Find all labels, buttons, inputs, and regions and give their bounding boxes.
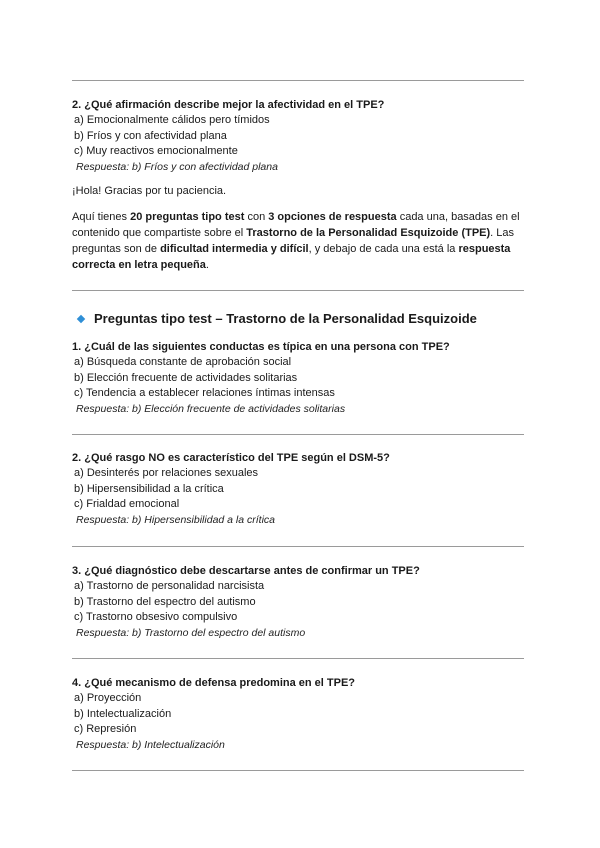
divider	[72, 658, 524, 659]
greeting-text: ¡Hola! Gracias por tu paciencia.	[72, 185, 227, 197]
question-answer: Respuesta: b) Fríos y con afectividad plana	[76, 160, 278, 173]
question-option: c) Represión	[74, 723, 137, 735]
section-heading: Preguntas tipo test – Trastorno de la Personalidad Esquizoide	[72, 310, 524, 328]
question-block	[72, 563, 532, 641]
question-option: b) Intelectualización	[74, 707, 172, 720]
question-option: b) Fríos y con afectividad plana	[74, 129, 227, 142]
question-option: a) Desinterés por relaciones sexuales	[74, 467, 259, 479]
question-option: c) Tendencia a establecer relaciones íntimas intensas	[74, 387, 335, 399]
divider	[72, 770, 524, 771]
question-block	[72, 97, 532, 175]
question-block	[72, 339, 532, 417]
diamond-bullet-icon	[77, 314, 85, 322]
question-option: a) Trastorno de personalidad narcisista	[74, 580, 265, 592]
question-title: 3. ¿Qué diagnóstico debe descartarse antes de confirmar un TPE?	[72, 565, 420, 577]
divider	[72, 434, 524, 435]
question-answer: Respuesta: b) Hipersensibilidad a la crítica	[76, 513, 276, 526]
question-title: 2. ¿Qué rasgo NO es característico del TPE según el DSM-5?	[72, 452, 390, 464]
question-option: b) Hipersensibilidad a la crítica	[74, 482, 224, 495]
intro-paragraph: Aquí tienes 20 preguntas tipo test con 3 opciones de respuesta cada una, basadas en el contenido que compartiste sobre el Trastorno de la Personalidad Esquizoide (TPE). Las preguntas son de dificultad intermedia y difícil, y debajo de cada una está la respuesta correcta en letra pequeña.	[72, 211, 520, 271]
question-title: 1. ¿Cuál de las siguientes conductas es típica en una persona con TPE?	[72, 341, 450, 353]
question-answer: Respuesta: b) Elección frecuente de actividades solitarias	[76, 402, 346, 415]
question-block	[72, 675, 532, 753]
question-title: 4. ¿Qué mecanismo de defensa predomina en el TPE?	[72, 677, 356, 689]
question-answer: Respuesta: b) Intelectualización	[76, 738, 225, 751]
question-option: b) Elección frecuente de actividades solitarias	[74, 371, 298, 384]
question-option: a) Proyección	[74, 692, 142, 704]
divider	[72, 290, 524, 291]
question-option: c) Muy reactivos emocionalmente	[74, 145, 238, 157]
divider	[72, 80, 524, 81]
question-title: 2. ¿Qué afirmación describe mejor la afectividad en el TPE?	[72, 99, 385, 111]
question-option: c) Frialdad emocional	[74, 498, 180, 510]
question-option: a) Búsqueda constante de aprobación social	[74, 356, 292, 368]
question-option: c) Trastorno obsesivo compulsivo	[74, 611, 238, 623]
divider	[72, 546, 524, 547]
question-option: b) Trastorno del espectro del autismo	[74, 595, 256, 608]
question-option: a) Emocionalmente cálidos pero tímidos	[74, 114, 270, 126]
question-answer: Respuesta: b) Trastorno del espectro del autismo	[76, 626, 306, 639]
question-block	[72, 450, 532, 528]
